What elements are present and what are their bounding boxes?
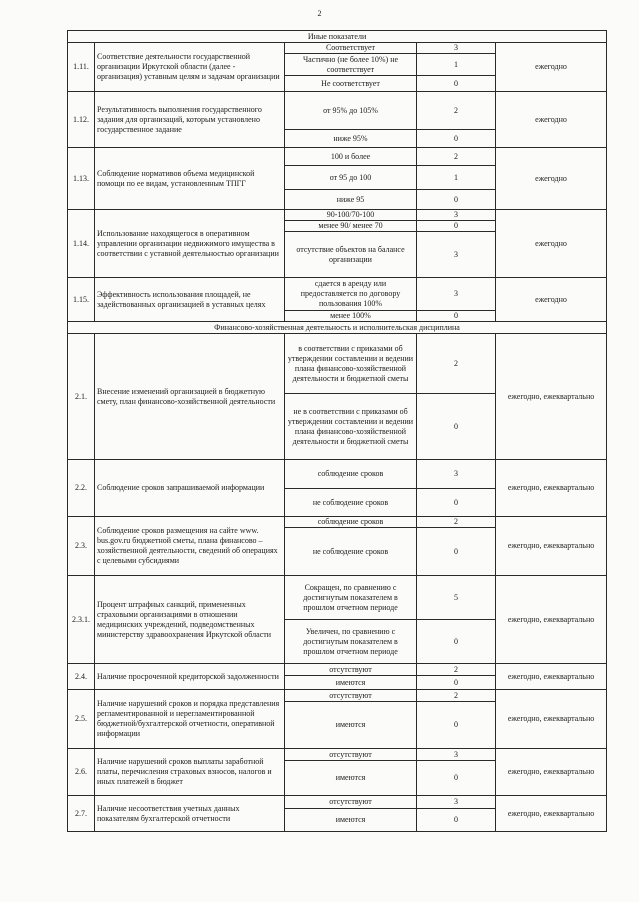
criterion-score: 0 — [417, 702, 496, 749]
indicator-code: 2.2. — [68, 460, 95, 517]
indicator-row — [68, 749, 607, 761]
criterion-score: 2 — [417, 517, 496, 528]
criterion: соблюдение сроков — [285, 517, 417, 528]
indicator-row — [68, 796, 607, 809]
reporting-frequency: ежегодно, ежеквартально — [496, 576, 607, 664]
section-title: Финансово-хозяйственная деятельность и исполнительская дисциплина — [68, 322, 607, 334]
criterion: отсутствие объектов на балансе организации — [285, 232, 417, 278]
indicator-name: Соответствие деятельности государственной организации Иркутской области (далее - организация) уставным целям и задачам организации — [95, 43, 285, 92]
indicator-row — [68, 278, 607, 311]
indicator-code: 2.1. — [68, 334, 95, 460]
reporting-frequency: ежегодно — [496, 148, 607, 210]
criterion: соблюдение сроков — [285, 460, 417, 489]
indicator-name: Наличие нарушений сроков выплаты заработной платы, перечисления страховых взносов, налогов и иных платежей в бюджет — [95, 749, 285, 796]
criterion-score: 2 — [417, 690, 496, 702]
indicator-code: 2.6. — [68, 749, 95, 796]
criterion-score: 3 — [417, 232, 496, 278]
indicator-code: 2.3.1. — [68, 576, 95, 664]
criterion-score: 3 — [417, 210, 496, 221]
criterion-score: 2 — [417, 334, 496, 394]
criterion: ниже 95% — [285, 130, 417, 148]
reporting-frequency: ежегодно — [496, 278, 607, 322]
indicator-row — [68, 576, 607, 620]
section-title: Иные показатели — [68, 31, 607, 43]
criterion: отсутствуют — [285, 796, 417, 809]
criterion: менее 90/ менее 70 — [285, 221, 417, 232]
criterion: не в соответствии с приказами об утверждении составлении и ведении плана финансово-хозяйственной деятельности и бюджетной сметы — [285, 394, 417, 460]
indicator-code: 2.5. — [68, 690, 95, 749]
criterion: ниже 95 — [285, 190, 417, 210]
criterion: имеются — [285, 702, 417, 749]
indicator-code: 2.3. — [68, 517, 95, 576]
indicator-row — [68, 210, 607, 221]
criterion: отсутствуют — [285, 749, 417, 761]
criterion: имеются — [285, 676, 417, 690]
indicator-row — [68, 690, 607, 702]
indicator-name: Процент штрафных санкций, примененных страховыми организациями в отношении медицинских учреждений, подведомственных министерству здравоохранения Иркутской области — [95, 576, 285, 664]
criterion-score: 0 — [417, 676, 496, 690]
indicator-code: 1.13. — [68, 148, 95, 210]
criterion-score: 0 — [417, 221, 496, 232]
reporting-frequency: ежегодно — [496, 92, 607, 148]
criterion-score: 1 — [417, 166, 496, 190]
criterion-score: 0 — [417, 190, 496, 210]
criterion: Увеличен, по сравнению с достигнутым показателем в прошлом отчетном периоде — [285, 620, 417, 664]
criterion: сдается в аренду или предоставляется по договору пользования 100% — [285, 278, 417, 311]
criterion-score: 5 — [417, 576, 496, 620]
indicators-table — [67, 30, 607, 832]
criterion: от 95% до 105% — [285, 92, 417, 130]
criterion: в соответствии с приказами об утверждении составлении и ведении плана финансово-хозяйственной деятельности и бюджетной сметы — [285, 334, 417, 394]
reporting-frequency: ежегодно, ежеквартально — [496, 690, 607, 749]
indicator-code: 1.11. — [68, 43, 95, 92]
indicator-row — [68, 92, 607, 130]
criterion-score: 3 — [417, 278, 496, 311]
criterion-score: 0 — [417, 489, 496, 517]
criterion-score: 0 — [417, 761, 496, 796]
indicator-row — [68, 148, 607, 166]
criterion: имеются — [285, 761, 417, 796]
criterion-score: 1 — [417, 54, 496, 76]
criterion: отсутствуют — [285, 690, 417, 702]
criterion: не соблюдение сроков — [285, 489, 417, 517]
criterion-score: 0 — [417, 528, 496, 576]
section-header-row — [68, 322, 607, 334]
reporting-frequency: ежегодно, ежеквартально — [496, 664, 607, 690]
indicator-name: Соблюдение сроков размещения на сайте www. bus.gov.ru бюджетной сметы, плана финансово – хозяйственной деятельности, сведений об операциях с целевыми субсидиями — [95, 517, 285, 576]
indicator-row — [68, 334, 607, 394]
indicator-name: Соблюдение сроков запрашиваемой информации — [95, 460, 285, 517]
criterion: от 95 до 100 — [285, 166, 417, 190]
page-number: 2 — [317, 9, 322, 18]
indicator-code: 1.14. — [68, 210, 95, 278]
criterion-score: 3 — [417, 796, 496, 809]
indicator-row — [68, 43, 607, 54]
criterion: Соответствует — [285, 43, 417, 54]
indicator-name: Наличие просроченной кредиторской задолженности — [95, 664, 285, 690]
criterion: 100 и более — [285, 148, 417, 166]
reporting-frequency: ежегодно, ежеквартально — [496, 460, 607, 517]
criterion: Сокращен, по сравнению с достигнутым показателем в прошлом отчетном периоде — [285, 576, 417, 620]
criterion-score: 3 — [417, 460, 496, 489]
reporting-frequency: ежегодно — [496, 43, 607, 92]
indicator-name: Внесение изменений организацией в бюджетную смету, план финансово-хозяйственной деятельности — [95, 334, 285, 460]
criterion: менее 100% — [285, 311, 417, 322]
criterion: не соблюдение сроков — [285, 528, 417, 576]
indicator-name: Наличие нарушений сроков и порядка представления регламентированной и нерегламентированной бюджетной/бухгалтерской отчетности, оперативной информации — [95, 690, 285, 749]
indicators-table-body — [68, 31, 607, 832]
criterion-score: 2 — [417, 148, 496, 166]
indicator-name: Наличие несоответствия учетных данных показателям бухгалтерской отчетности — [95, 796, 285, 832]
reporting-frequency: ежегодно, ежеквартально — [496, 749, 607, 796]
criterion-score: 0 — [417, 394, 496, 460]
criterion-score: 0 — [417, 620, 496, 664]
criterion-score: 0 — [417, 76, 496, 92]
indicator-row — [68, 517, 607, 528]
criterion: 90-100/70-100 — [285, 210, 417, 221]
reporting-frequency: ежегодно, ежеквартально — [496, 796, 607, 832]
criterion: имеются — [285, 809, 417, 832]
reporting-frequency: ежегодно, ежеквартально — [496, 517, 607, 576]
indicator-row — [68, 460, 607, 489]
criterion: Частично (не более 10%) не соответствует — [285, 54, 417, 76]
criterion: отсутствуют — [285, 664, 417, 676]
reporting-frequency: ежегодно — [496, 210, 607, 278]
indicator-name: Результативность выполнения государственного задания для организаций, которым установлено государственное задание — [95, 92, 285, 148]
criterion-score: 0 — [417, 130, 496, 148]
criterion-score: 2 — [417, 92, 496, 130]
criterion-score: 0 — [417, 809, 496, 832]
criterion: Не соответствует — [285, 76, 417, 92]
indicator-code: 1.15. — [68, 278, 95, 322]
indicator-name: Использование находящегося в оперативном управлении организации недвижимого имущества в соответствии с уставной деятельностью организации — [95, 210, 285, 278]
criterion-score: 2 — [417, 664, 496, 676]
criterion-score: 0 — [417, 311, 496, 322]
indicator-name: Эффективность использования площадей, не задействованных организацией в уставных целях — [95, 278, 285, 322]
indicator-name: Соблюдение нормативов объема медицинской помощи по ее видам, установленным ТПГГ — [95, 148, 285, 210]
indicator-code: 2.4. — [68, 664, 95, 690]
criterion-score: 3 — [417, 43, 496, 54]
reporting-frequency: ежегодно, ежеквартально — [496, 334, 607, 460]
indicator-code: 1.12. — [68, 92, 95, 148]
criterion-score: 3 — [417, 749, 496, 761]
indicator-code: 2.7. — [68, 796, 95, 832]
section-header-row — [68, 31, 607, 43]
indicator-row — [68, 664, 607, 676]
